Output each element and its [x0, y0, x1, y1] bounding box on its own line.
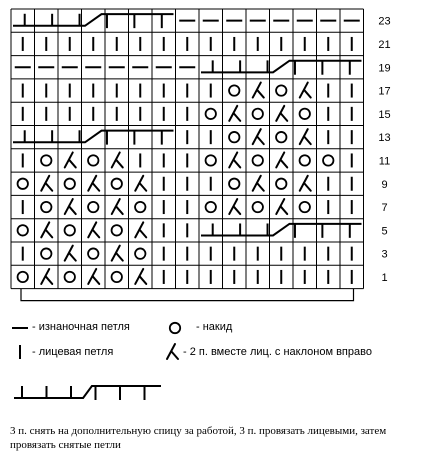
row-number: 11 [378, 155, 391, 168]
k2tog-symbol [300, 129, 311, 144]
k2tog-symbol [41, 176, 52, 191]
yo-symbol [323, 155, 333, 165]
row-number: 13 [378, 132, 391, 145]
row-number: 23 [378, 15, 391, 28]
yo-symbol [229, 85, 239, 95]
yo-symbol [206, 109, 216, 119]
yo-symbol [112, 272, 122, 282]
k2tog-symbol [229, 106, 240, 121]
row-number: 21 [378, 38, 391, 51]
cable-symbol [13, 14, 174, 28]
yo-symbol [135, 202, 145, 212]
yo-symbol [65, 272, 75, 282]
legend-k2tog-label: - 2 п. вместе лиц. с наклоном вправо [183, 346, 372, 358]
row-numbers [378, 16, 390, 284]
legend-purl-label: - изнаночная петля [32, 321, 130, 333]
cable-caption: 3 п. снять на дополнительную спицу за работой, 3 п. провязать лицевыми, затем провязать снятые петли [10, 425, 387, 451]
yo-symbol [112, 179, 122, 189]
k2tog-symbol [276, 106, 287, 121]
k2tog-symbol [112, 199, 123, 214]
yo-symbol [276, 132, 286, 142]
k2tog-symbol [88, 269, 99, 284]
yo-symbol [300, 109, 310, 119]
yo-symbol [65, 179, 75, 189]
yo-symbol [65, 225, 75, 235]
k2tog-symbol [253, 83, 264, 98]
yo-symbol [229, 179, 239, 189]
k2tog-symbol [88, 176, 99, 191]
yo-symbol [88, 202, 98, 212]
k2tog-symbol [112, 246, 123, 261]
k2tog-symbol [229, 199, 240, 214]
k2tog-symbol [65, 152, 76, 167]
legend-yo-label: - накид [196, 321, 233, 333]
row-number: 15 [378, 108, 391, 121]
k2tog-symbol [229, 152, 240, 167]
yo-symbol [41, 155, 51, 165]
yo-symbol [206, 202, 216, 212]
row-number: 9 [381, 178, 388, 191]
k2tog-symbol [88, 222, 99, 237]
cable-symbol [201, 60, 362, 74]
yo-symbol [88, 155, 98, 165]
yo-symbol [206, 155, 216, 165]
row-number: 17 [378, 85, 391, 98]
k2tog-symbol [112, 152, 123, 167]
yo-symbol [276, 179, 286, 189]
legend-symbols [12, 323, 180, 400]
legend-cable-symbol [14, 386, 161, 398]
cable-line [13, 131, 174, 143]
yo-symbol [18, 225, 28, 235]
k2tog-symbol [300, 83, 311, 98]
k2tog-symbol [41, 222, 52, 237]
legend-knit-label: - лицевая петля [32, 346, 114, 358]
k2tog-symbol [276, 152, 287, 167]
yo-symbol [300, 202, 310, 212]
legend-yo-symbol [170, 323, 180, 333]
k2tog-symbol [276, 199, 287, 214]
legend-k2tog-symbol [167, 344, 178, 359]
row-number: 7 [381, 202, 388, 215]
repeat-bracket [21, 289, 354, 301]
row-number: 1 [381, 271, 388, 284]
yo-symbol [112, 225, 122, 235]
yo-symbol [18, 179, 28, 189]
cable-line [201, 61, 362, 73]
k2tog-symbol [65, 246, 76, 261]
row-number: 5 [381, 225, 388, 238]
k2tog-symbol [135, 222, 146, 237]
yo-symbol [300, 155, 310, 165]
cable-symbol [13, 130, 174, 144]
row-number: 19 [378, 62, 391, 75]
k2tog-symbol [135, 176, 146, 191]
k2tog-symbol [253, 129, 264, 144]
cable-symbol [201, 223, 362, 237]
yo-symbol [135, 248, 145, 258]
cable-line [201, 224, 362, 236]
yo-symbol [276, 85, 286, 95]
yo-symbol [18, 272, 28, 282]
yo-symbol [41, 248, 51, 258]
k2tog-symbol [65, 199, 76, 214]
yo-symbol [253, 202, 263, 212]
row-number: 3 [381, 248, 388, 261]
yo-symbol [253, 155, 263, 165]
k2tog-symbol [41, 269, 52, 284]
yo-symbol [88, 248, 98, 258]
yo-symbol [229, 132, 239, 142]
k2tog-symbol [253, 176, 264, 191]
k2tog-symbol [135, 269, 146, 284]
k2tog-symbol [300, 176, 311, 191]
yo-symbol [253, 109, 263, 119]
cable-line [13, 14, 174, 26]
yo-symbol [41, 202, 51, 212]
